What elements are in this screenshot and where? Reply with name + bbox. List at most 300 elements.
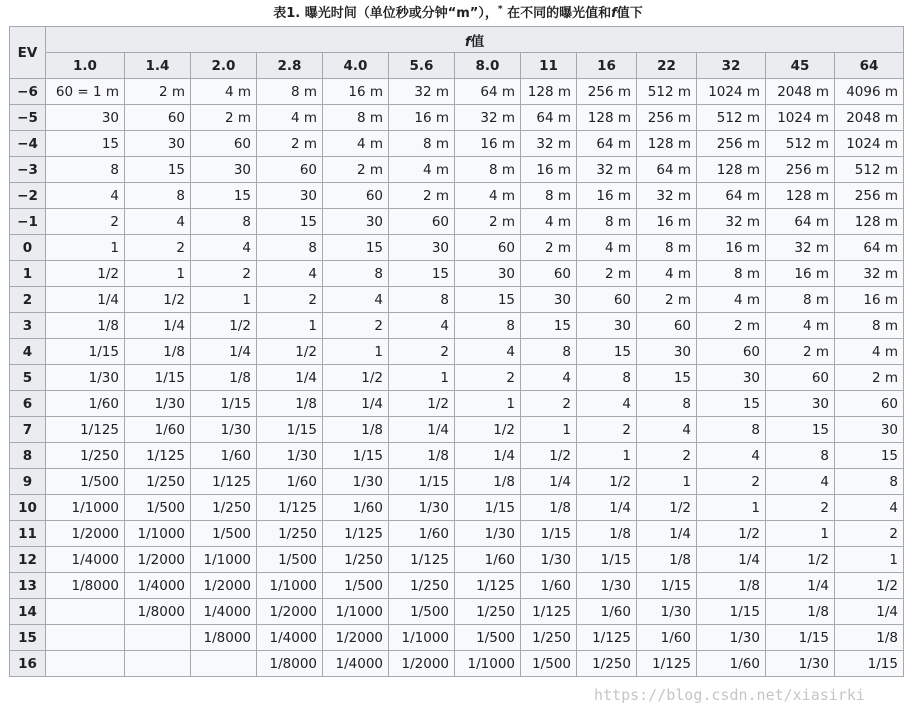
exposure-time-cell: 1/125 bbox=[191, 469, 257, 495]
exposure-time-cell: 1/500 bbox=[191, 521, 257, 547]
exposure-time-cell: 4 bbox=[323, 287, 389, 313]
exposure-time-cell: 2048 m bbox=[766, 79, 835, 105]
table-row bbox=[10, 287, 904, 313]
table-row bbox=[10, 79, 904, 105]
table-row bbox=[10, 443, 904, 469]
exposure-time-cell: 1/60 bbox=[46, 391, 125, 417]
exposure-time-cell: 1/30 bbox=[125, 391, 191, 417]
exposure-time-cell: 2 m bbox=[697, 313, 766, 339]
exposure-time-cell: 1/250 bbox=[125, 469, 191, 495]
exposure-time-cell: 1/8 bbox=[766, 599, 835, 625]
ev-value-cell: 13 bbox=[10, 573, 46, 599]
exposure-time-cell: 30 bbox=[577, 313, 637, 339]
exposure-time-cell: 30 bbox=[697, 365, 766, 391]
exposure-time-cell: 4 m bbox=[191, 79, 257, 105]
exposure-time-cell: 64 m bbox=[455, 79, 521, 105]
table-body bbox=[10, 79, 904, 677]
exposure-time-cell: 1/2 bbox=[46, 261, 125, 287]
ev-value-cell: 9 bbox=[10, 469, 46, 495]
exposure-time-cell: 1/30 bbox=[389, 495, 455, 521]
fnumber-header-cell: 16 bbox=[577, 53, 637, 79]
exposure-time-cell: 32 m bbox=[389, 79, 455, 105]
exposure-time-cell: 4 bbox=[521, 365, 577, 391]
exposure-time-cell: 1 bbox=[697, 495, 766, 521]
exposure-time-cell: 1024 m bbox=[697, 79, 766, 105]
fnumber-header-suffix: 值 bbox=[470, 33, 485, 50]
caption-text: 表1. 曝光时间（单位秒或分钟“m”）， bbox=[273, 6, 498, 21]
exposure-time-cell: 1/8 bbox=[323, 417, 389, 443]
exposure-time-cell: 128 m bbox=[835, 209, 904, 235]
ev-value-cell: 10 bbox=[10, 495, 46, 521]
table-row bbox=[10, 573, 904, 599]
table-row bbox=[10, 131, 904, 157]
exposure-time-cell: 30 bbox=[521, 287, 577, 313]
exposure-time-cell: 1/2000 bbox=[257, 599, 323, 625]
exposure-time-cell: 1/30 bbox=[766, 651, 835, 677]
exposure-time-cell: 2 bbox=[521, 391, 577, 417]
ev-value-cell: 12 bbox=[10, 547, 46, 573]
exposure-time-cell: 1/4000 bbox=[125, 573, 191, 599]
exposure-time-cell: 1/250 bbox=[323, 547, 389, 573]
exposure-time-cell: 4 bbox=[257, 261, 323, 287]
exposure-time-cell: 1/2000 bbox=[323, 625, 389, 651]
exposure-time-cell: 8 m bbox=[766, 287, 835, 313]
table-row bbox=[10, 261, 904, 287]
exposure-time-cell: 16 m bbox=[697, 235, 766, 261]
exposure-time-cell: 15 bbox=[577, 339, 637, 365]
fnumber-header-cell: 32 bbox=[697, 53, 766, 79]
exposure-time-cell: 30 bbox=[389, 235, 455, 261]
exposure-time-cell: 32 m bbox=[835, 261, 904, 287]
exposure-time-cell: 15 bbox=[323, 235, 389, 261]
exposure-time-cell: 30 bbox=[46, 105, 125, 131]
exposure-time-cell: 1/2 bbox=[323, 365, 389, 391]
fnumber-header-cell: 2.0 bbox=[191, 53, 257, 79]
exposure-time-cell: 1/30 bbox=[521, 547, 577, 573]
exposure-time-cell: 512 m bbox=[766, 131, 835, 157]
ev-value-cell: 16 bbox=[10, 651, 46, 677]
ev-header: EV bbox=[10, 27, 46, 79]
exposure-time-cell: 1/60 bbox=[521, 573, 577, 599]
exposure-time-cell: 1/8 bbox=[577, 521, 637, 547]
exposure-time-cell: 1/1000 bbox=[125, 521, 191, 547]
exposure-time-cell: 60 bbox=[577, 287, 637, 313]
exposure-time-cell: 60 bbox=[125, 105, 191, 131]
exposure-time-cell: 256 m bbox=[637, 105, 697, 131]
exposure-time-cell: 8 bbox=[577, 365, 637, 391]
exposure-time-cell: 15 bbox=[389, 261, 455, 287]
table-row bbox=[10, 339, 904, 365]
exposure-time-cell: 4 bbox=[637, 417, 697, 443]
caption-text-after-marker: 在不同的曝光值和 bbox=[502, 6, 612, 21]
exposure-time-cell bbox=[46, 651, 125, 677]
exposure-time-cell: 8 bbox=[835, 469, 904, 495]
exposure-time-cell: 1/2 bbox=[257, 339, 323, 365]
exposure-time-cell: 256 m bbox=[766, 157, 835, 183]
exposure-time-cell: 256 m bbox=[697, 131, 766, 157]
exposure-time-cell: 1/30 bbox=[697, 625, 766, 651]
exposure-time-cell: 60 = 1 m bbox=[46, 79, 125, 105]
caption-f-letter: f bbox=[611, 6, 617, 21]
ev-value-cell: 2 bbox=[10, 287, 46, 313]
caption-footnote-marker: * bbox=[497, 4, 503, 15]
exposure-time-cell: 1/8000 bbox=[191, 625, 257, 651]
exposure-time-cell: 60 bbox=[835, 391, 904, 417]
exposure-time-cell: 512 m bbox=[835, 157, 904, 183]
table-row bbox=[10, 105, 904, 131]
exposure-time-cell: 32 m bbox=[766, 235, 835, 261]
exposure-time-cell: 1 bbox=[389, 365, 455, 391]
exposure-time-cell: 4 m bbox=[577, 235, 637, 261]
exposure-time-cell: 1/2 bbox=[521, 443, 577, 469]
exposure-time-cell: 8 m bbox=[521, 183, 577, 209]
exposure-time-cell: 32 m bbox=[521, 131, 577, 157]
exposure-time-cell: 4 m bbox=[521, 209, 577, 235]
exposure-time-cell: 1/250 bbox=[191, 495, 257, 521]
exposure-time-cell: 1/8 bbox=[637, 547, 697, 573]
ev-value-cell: −2 bbox=[10, 183, 46, 209]
fnumber-header-cell: 22 bbox=[637, 53, 697, 79]
exposure-time-cell: 16 m bbox=[637, 209, 697, 235]
fnumber-header-row bbox=[10, 53, 904, 79]
exposure-time-cell: 128 m bbox=[697, 157, 766, 183]
exposure-time-cell: 1/30 bbox=[637, 599, 697, 625]
exposure-time-cell: 16 m bbox=[766, 261, 835, 287]
fnumber-header-cell: 64 bbox=[835, 53, 904, 79]
exposure-time-cell: 1/125 bbox=[455, 573, 521, 599]
ev-value-cell: 8 bbox=[10, 443, 46, 469]
exposure-time-cell: 2 m bbox=[191, 105, 257, 131]
ev-value-cell: −1 bbox=[10, 209, 46, 235]
fnumber-header-cell: 4.0 bbox=[323, 53, 389, 79]
ev-value-cell: 5 bbox=[10, 365, 46, 391]
table-row bbox=[10, 521, 904, 547]
exposure-time-cell: 128 m bbox=[766, 183, 835, 209]
exposure-time-cell: 1/125 bbox=[323, 521, 389, 547]
exposure-time-cell: 2 bbox=[697, 469, 766, 495]
exposure-time-cell: 1/60 bbox=[697, 651, 766, 677]
fnumber-header-cell: 5.6 bbox=[389, 53, 455, 79]
exposure-time-cell: 8 m bbox=[455, 157, 521, 183]
exposure-time-cell: 1/2 bbox=[125, 287, 191, 313]
exposure-time-cell: 1/250 bbox=[521, 625, 577, 651]
exposure-time-cell: 1/2000 bbox=[125, 547, 191, 573]
exposure-time-cell: 4 bbox=[835, 495, 904, 521]
exposure-time-cell: 30 bbox=[637, 339, 697, 365]
exposure-time-cell: 1/500 bbox=[455, 625, 521, 651]
fnumber-header-cell: 8.0 bbox=[455, 53, 521, 79]
exposure-time-cell: 32 m bbox=[697, 209, 766, 235]
exposure-time-cell: 8 bbox=[125, 183, 191, 209]
ev-value-cell: 15 bbox=[10, 625, 46, 651]
exposure-time-cell: 4 m bbox=[257, 105, 323, 131]
exposure-time-cell: 1/4 bbox=[257, 365, 323, 391]
exposure-time-cell: 2 bbox=[191, 261, 257, 287]
exposure-time-cell: 1/125 bbox=[637, 651, 697, 677]
table-row bbox=[10, 183, 904, 209]
exposure-time-cell: 1 bbox=[46, 235, 125, 261]
exposure-time-cell: 1/8 bbox=[389, 443, 455, 469]
exposure-time-cell: 1/8 bbox=[835, 625, 904, 651]
exposure-time-cell: 1/4 bbox=[697, 547, 766, 573]
exposure-time-cell: 1/500 bbox=[125, 495, 191, 521]
exposure-time-cell: 16 m bbox=[577, 183, 637, 209]
exposure-time-cell: 64 m bbox=[521, 105, 577, 131]
exposure-time-cell: 1/1000 bbox=[455, 651, 521, 677]
exposure-time-cell: 4 m bbox=[455, 183, 521, 209]
table-row bbox=[10, 391, 904, 417]
fnumber-header-cell: 1.0 bbox=[46, 53, 125, 79]
exposure-time-cell: 30 bbox=[191, 157, 257, 183]
exposure-time-cell: 1/4000 bbox=[323, 651, 389, 677]
exposure-time-cell: 1/125 bbox=[577, 625, 637, 651]
exposure-time-cell: 2 m bbox=[766, 339, 835, 365]
exposure-time-cell: 30 bbox=[835, 417, 904, 443]
exposure-time-cell: 32 m bbox=[577, 157, 637, 183]
exposure-time-cell: 1/2 bbox=[637, 495, 697, 521]
exposure-time-cell: 1/4000 bbox=[257, 625, 323, 651]
exposure-time-cell: 60 bbox=[323, 183, 389, 209]
exposure-time-cell: 1/8 bbox=[521, 495, 577, 521]
exposure-time-cell: 2 bbox=[125, 235, 191, 261]
exposure-time-cell: 15 bbox=[191, 183, 257, 209]
exposure-time-cell: 8 bbox=[191, 209, 257, 235]
exposure-time-cell: 1/2 bbox=[191, 313, 257, 339]
exposure-time-cell: 512 m bbox=[697, 105, 766, 131]
exposure-time-cell: 15 bbox=[697, 391, 766, 417]
exposure-time-cell: 2 bbox=[389, 339, 455, 365]
exposure-time-cell: 2 bbox=[766, 495, 835, 521]
exposure-time-cell: 256 m bbox=[577, 79, 637, 105]
table-row bbox=[10, 365, 904, 391]
exposure-time-cell: 1/125 bbox=[125, 443, 191, 469]
exposure-time-cell: 64 m bbox=[766, 209, 835, 235]
exposure-time-cell: 4 bbox=[577, 391, 637, 417]
ev-value-cell: 0 bbox=[10, 235, 46, 261]
exposure-time-cell: 512 m bbox=[637, 79, 697, 105]
exposure-time-cell: 1 bbox=[191, 287, 257, 313]
exposure-time-cell: 1/250 bbox=[257, 521, 323, 547]
ev-value-cell: 4 bbox=[10, 339, 46, 365]
exposure-time-cell: 4 m bbox=[637, 261, 697, 287]
exposure-time-cell: 60 bbox=[191, 131, 257, 157]
fnumber-group-header bbox=[46, 27, 904, 53]
exposure-time-cell: 1/250 bbox=[389, 573, 455, 599]
exposure-time-cell: 1/15 bbox=[521, 521, 577, 547]
exposure-time-cell: 1/2 bbox=[577, 469, 637, 495]
exposure-time-cell: 1/4 bbox=[577, 495, 637, 521]
exposure-time-cell: 1/2000 bbox=[389, 651, 455, 677]
exposure-time-cell: 2 bbox=[257, 287, 323, 313]
exposure-time-cell: 1/60 bbox=[257, 469, 323, 495]
fnumber-header-cell: 45 bbox=[766, 53, 835, 79]
exposure-time-cell: 1 bbox=[257, 313, 323, 339]
ev-value-cell: −4 bbox=[10, 131, 46, 157]
exposure-time-cell: 60 bbox=[697, 339, 766, 365]
exposure-time-cell: 1/15 bbox=[835, 651, 904, 677]
exposure-time-cell: 1/4 bbox=[323, 391, 389, 417]
exposure-time-cell: 1/500 bbox=[323, 573, 389, 599]
exposure-time-cell: 1/4 bbox=[125, 313, 191, 339]
exposure-time-cell: 15 bbox=[125, 157, 191, 183]
exposure-time-cell: 1/4 bbox=[455, 443, 521, 469]
ev-value-cell: 14 bbox=[10, 599, 46, 625]
exposure-time-cell: 30 bbox=[455, 261, 521, 287]
exposure-time-cell: 8 m bbox=[389, 131, 455, 157]
exposure-time-cell: 1/1000 bbox=[46, 495, 125, 521]
exposure-time-cell: 4 bbox=[766, 469, 835, 495]
exposure-time-cell: 30 bbox=[257, 183, 323, 209]
exposure-time-cell: 1/250 bbox=[46, 443, 125, 469]
exposure-time-cell: 16 m bbox=[389, 105, 455, 131]
fnumber-header-cell: 1.4 bbox=[125, 53, 191, 79]
exposure-time-cell: 2 m bbox=[323, 157, 389, 183]
exposure-time-cell: 2 m bbox=[389, 183, 455, 209]
table-row bbox=[10, 209, 904, 235]
table-row bbox=[10, 651, 904, 677]
exposure-time-cell: 15 bbox=[455, 287, 521, 313]
exposure-time-cell bbox=[46, 625, 125, 651]
exposure-time-cell: 1/4 bbox=[389, 417, 455, 443]
exposure-time-cell: 1/2000 bbox=[46, 521, 125, 547]
exposure-time-cell: 64 m bbox=[577, 131, 637, 157]
exposure-time-cell: 4 m bbox=[323, 131, 389, 157]
exposure-time-cell: 16 m bbox=[323, 79, 389, 105]
table-caption bbox=[0, 4, 916, 24]
exposure-time-cell: 1/125 bbox=[46, 417, 125, 443]
exposure-time-cell: 1/8 bbox=[191, 365, 257, 391]
exposure-time-cell: 8 bbox=[766, 443, 835, 469]
exposure-time-cell: 1/250 bbox=[577, 651, 637, 677]
fnumber-header-cell: 2.8 bbox=[257, 53, 323, 79]
exposure-time-cell: 32 m bbox=[637, 183, 697, 209]
exposure-time-cell: 15 bbox=[835, 443, 904, 469]
exposure-time-cell: 8 m bbox=[835, 313, 904, 339]
fnumber-header-cell: 11 bbox=[521, 53, 577, 79]
exposure-time-cell: 1/15 bbox=[455, 495, 521, 521]
exposure-time-cell: 1/30 bbox=[46, 365, 125, 391]
exposure-time-cell: 1/15 bbox=[46, 339, 125, 365]
exposure-time-cell bbox=[125, 651, 191, 677]
exposure-time-cell: 8 bbox=[389, 287, 455, 313]
exposure-time-cell: 1/60 bbox=[125, 417, 191, 443]
exposure-time-cell: 30 bbox=[766, 391, 835, 417]
exposure-time-cell bbox=[46, 599, 125, 625]
exposure-time-cell: 4 m bbox=[389, 157, 455, 183]
exposure-time-cell: 2 bbox=[637, 443, 697, 469]
exposure-time-cell: 1024 m bbox=[766, 105, 835, 131]
table-row bbox=[10, 495, 904, 521]
exposure-time-cell: 1/15 bbox=[257, 417, 323, 443]
ev-value-cell: −5 bbox=[10, 105, 46, 131]
exposure-time-cell: 8 bbox=[455, 313, 521, 339]
exposure-time-cell: 1/8 bbox=[697, 573, 766, 599]
exposure-time-cell: 1/500 bbox=[521, 651, 577, 677]
exposure-time-cell: 1/125 bbox=[521, 599, 577, 625]
exposure-time-cell: 2 bbox=[835, 521, 904, 547]
ev-value-cell: 6 bbox=[10, 391, 46, 417]
exposure-time-cell: 64 m bbox=[697, 183, 766, 209]
exposure-time-cell: 1 bbox=[637, 469, 697, 495]
exposure-time-cell: 15 bbox=[637, 365, 697, 391]
exposure-time-cell: 1/4 bbox=[766, 573, 835, 599]
exposure-time-cell: 30 bbox=[125, 131, 191, 157]
exposure-time-cell: 1/8 bbox=[257, 391, 323, 417]
exposure-time-cell: 60 bbox=[389, 209, 455, 235]
exposure-time-cell: 4 bbox=[191, 235, 257, 261]
exposure-time-cell: 1/60 bbox=[389, 521, 455, 547]
exposure-time-cell: 1/15 bbox=[637, 573, 697, 599]
exposure-time-cell: 1/4 bbox=[637, 521, 697, 547]
exposure-time-cell: 1/2000 bbox=[191, 573, 257, 599]
table-row bbox=[10, 157, 904, 183]
exposure-time-cell: 1/15 bbox=[766, 625, 835, 651]
exposure-time-cell: 16 m bbox=[835, 287, 904, 313]
exposure-time-cell: 2 bbox=[323, 313, 389, 339]
exposure-time-cell: 15 bbox=[521, 313, 577, 339]
exposure-time-cell bbox=[125, 625, 191, 651]
exposure-time-cell: 1/8000 bbox=[257, 651, 323, 677]
exposure-time-cell: 2 bbox=[455, 365, 521, 391]
fnumber-header-letter: f bbox=[464, 33, 471, 50]
table-row bbox=[10, 547, 904, 573]
exposure-time-cell: 1/2 bbox=[835, 573, 904, 599]
exposure-time-cell: 1/15 bbox=[125, 365, 191, 391]
exposure-time-cell: 1/2 bbox=[389, 391, 455, 417]
exposure-time-cell: 128 m bbox=[521, 79, 577, 105]
exposure-time-cell: 1/1000 bbox=[389, 625, 455, 651]
exposure-time-cell: 1 bbox=[835, 547, 904, 573]
exposure-time-cell: 1/1000 bbox=[257, 573, 323, 599]
table-row bbox=[10, 469, 904, 495]
exposure-time-cell: 2 m bbox=[521, 235, 577, 261]
exposure-time-cell: 8 m bbox=[577, 209, 637, 235]
exposure-time-cell: 1/4 bbox=[835, 599, 904, 625]
exposure-time-cell: 60 bbox=[637, 313, 697, 339]
exposure-time-cell: 1/60 bbox=[637, 625, 697, 651]
exposure-time-cell: 30 bbox=[323, 209, 389, 235]
exposure-time-cell: 15 bbox=[46, 131, 125, 157]
exposure-time-cell: 32 m bbox=[455, 105, 521, 131]
exposure-time-cell: 16 m bbox=[455, 131, 521, 157]
exposure-time-cell: 1/30 bbox=[257, 443, 323, 469]
exposure-time-cell: 1/500 bbox=[257, 547, 323, 573]
exposure-time-cell: 4 bbox=[455, 339, 521, 365]
exposure-time-cell: 60 bbox=[257, 157, 323, 183]
exposure-time-cell: 1/60 bbox=[191, 443, 257, 469]
exposure-time-cell: 1/60 bbox=[577, 599, 637, 625]
exposure-time-cell: 2048 m bbox=[835, 105, 904, 131]
exposure-time-cell: 1/500 bbox=[389, 599, 455, 625]
exposure-time-cell: 256 m bbox=[835, 183, 904, 209]
exposure-time-cell: 1/30 bbox=[577, 573, 637, 599]
ev-value-cell: −3 bbox=[10, 157, 46, 183]
exposure-time-cell: 2 bbox=[46, 209, 125, 235]
exposure-table bbox=[9, 26, 904, 677]
exposure-time-cell: 1/60 bbox=[455, 547, 521, 573]
table-row bbox=[10, 625, 904, 651]
exposure-time-cell: 1/4 bbox=[521, 469, 577, 495]
exposure-time-cell: 4 bbox=[697, 443, 766, 469]
exposure-time-cell: 1/4 bbox=[191, 339, 257, 365]
exposure-time-cell: 2 m bbox=[637, 287, 697, 313]
ev-value-cell: 11 bbox=[10, 521, 46, 547]
exposure-time-cell: 1/8000 bbox=[46, 573, 125, 599]
exposure-time-cell: 8 m bbox=[697, 261, 766, 287]
ev-value-cell: −6 bbox=[10, 79, 46, 105]
exposure-time-cell: 1/60 bbox=[323, 495, 389, 521]
exposure-time-cell: 1/8000 bbox=[125, 599, 191, 625]
